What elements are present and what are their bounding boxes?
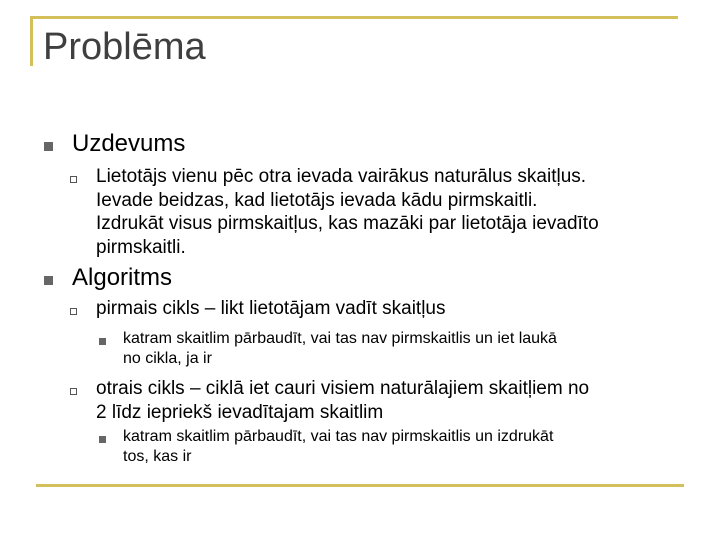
algorithm-step-2-detail-line-1: katram skaitlim pārbaudīt, vai tas nav pirmskaitlis un izdrukāt	[123, 428, 554, 445]
algorithm-step-2-line-1: otrais cikls – ciklā iet cauri visiem naturālajiem skaitļiem no	[96, 378, 590, 399]
hollow-square-bullet-icon	[70, 176, 77, 183]
frame-bottom-line	[36, 484, 684, 487]
small-square-bullet-icon	[99, 338, 106, 345]
square-bullet-icon	[44, 276, 53, 285]
hollow-square-bullet-icon	[70, 308, 77, 315]
algorithm-step-1-detail-line-1: katram skaitlim pārbaudīt, vai tas nav pirmskaitlis un iet laukā	[123, 330, 557, 347]
task-line-2: Ievade beidzas, kad lietotājs ievada kādu pirmskaitli.	[96, 189, 538, 211]
slide-title: Problēma	[43, 26, 206, 68]
task-line-3: Izdrukāt visus pirmskaitļus, kas mazāki par lietotāja ievadīto	[96, 213, 599, 234]
hollow-square-bullet-icon	[70, 388, 77, 395]
task-line-4: pirmskaitli.	[96, 236, 186, 258]
algorithm-step-1-detail-line-2: no cikla, ja ir	[123, 350, 212, 367]
frame-top-line	[30, 16, 678, 19]
task-line-1: Lietotājs vienu pēc otra ievada vairākus naturālus skaitļus.	[96, 166, 587, 187]
section-heading-algoritms: Algoritms	[72, 264, 173, 291]
section-heading-uzdevums: Uzdevums	[72, 130, 186, 157]
algorithm-step-1: pirmais cikls – likt lietotājam vadīt skaitļus	[96, 298, 446, 319]
square-bullet-icon	[44, 142, 53, 151]
algorithm-step-2-detail-line-2: tos, kas ir	[123, 448, 192, 465]
frame-left-line	[30, 16, 33, 66]
small-square-bullet-icon	[99, 436, 106, 443]
algorithm-step-2-line-2: 2 līdz iepriekš ievadītajam skaitlim	[96, 401, 384, 423]
